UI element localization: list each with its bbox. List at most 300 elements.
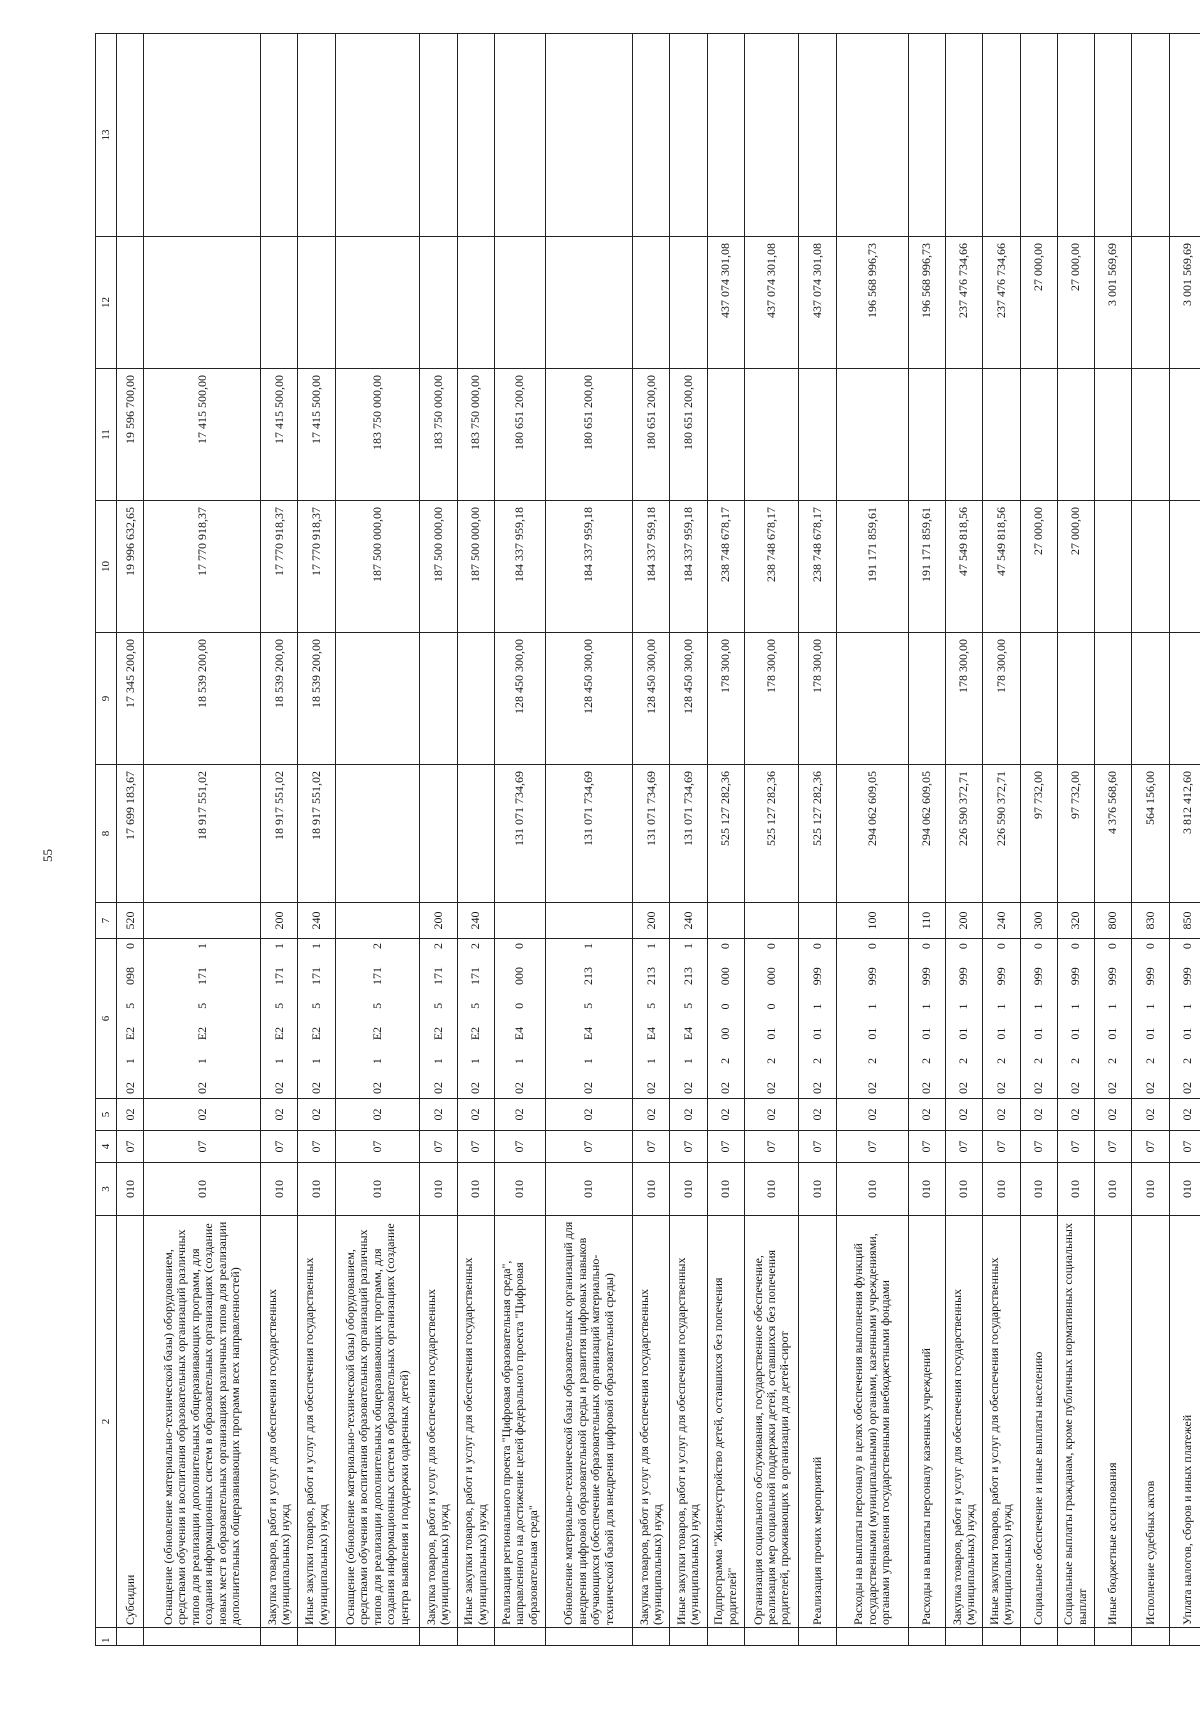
code-section: 07 (1169, 1131, 1200, 1163)
row-name: Иные бюджетные ассигнования (1095, 1216, 1132, 1628)
empty-cell (335, 1628, 420, 1646)
code-part: 1 (1068, 1003, 1083, 1010)
amount-c10: 184 337 959,18 (494, 501, 545, 633)
code-subsection: 02 (117, 1099, 144, 1131)
target-article-parts (1181, 941, 1194, 1096)
code-part: 02 (430, 1082, 445, 1094)
empty-cell (420, 1628, 457, 1646)
code-part: 2 (430, 943, 445, 950)
code-section: 07 (983, 1131, 1020, 1163)
amount-c9: 178 300,00 (707, 633, 744, 765)
code-admin: 010 (836, 1163, 908, 1216)
table-row (799, 34, 836, 1646)
amount-c13 (335, 34, 420, 237)
target-article-code (457, 939, 494, 1099)
amount-c8: 525 127 282,36 (744, 765, 799, 903)
amount-c8: 525 127 282,36 (799, 765, 836, 903)
amount-c12: 27 000,00 (1057, 237, 1094, 369)
code-subsection: 02 (457, 1099, 494, 1131)
code-part: 1 (643, 943, 658, 950)
table-row (908, 34, 945, 1646)
target-article-code (335, 939, 420, 1099)
code-part: 1 (1105, 1003, 1120, 1010)
code-subsection: 02 (1057, 1099, 1094, 1131)
amount-c11: 17 415 500,00 (298, 369, 335, 501)
code-section: 07 (457, 1131, 494, 1163)
code-part: 1 (581, 1058, 596, 1065)
amount-c10: 238 748 678,17 (707, 501, 744, 633)
amount-c13 (261, 34, 298, 237)
amount-c11 (836, 369, 908, 501)
expense-type (144, 903, 261, 939)
code-part: 171 (430, 966, 445, 985)
amount-c11 (1095, 369, 1132, 501)
table-row (261, 34, 298, 1646)
code-part: 02 (1030, 1082, 1045, 1094)
header-cell: 12 (96, 237, 117, 369)
target-article-code (298, 939, 335, 1099)
code-section: 07 (1020, 1131, 1057, 1163)
code-part: 0 (1105, 943, 1120, 950)
code-subsection: 02 (836, 1099, 908, 1131)
amount-c9: 17 345 200,00 (117, 633, 144, 765)
code-part: 000 (718, 967, 732, 986)
amount-c10: 184 337 959,18 (546, 501, 633, 633)
code-subsection: 02 (744, 1099, 799, 1131)
amount-c10: 27 000,00 (1057, 501, 1094, 633)
row-name: Реализация прочих мероприятий (799, 1216, 836, 1628)
code-part: 02 (1068, 1082, 1083, 1094)
target-article-code (836, 939, 908, 1099)
amount-c10 (1095, 501, 1132, 633)
amount-c13 (799, 34, 836, 237)
code-part: 999 (1105, 967, 1120, 986)
target-article-parts (719, 941, 732, 1096)
amount-c9 (908, 633, 945, 765)
code-part: 02 (271, 1082, 286, 1094)
code-part: 1 (809, 1003, 824, 1010)
code-part: 02 (1142, 1082, 1157, 1094)
code-part: 01 (1030, 1027, 1045, 1040)
amount-c11: 17 415 500,00 (144, 369, 261, 501)
code-admin: 010 (633, 1163, 670, 1216)
amount-c13 (946, 34, 983, 237)
target-article-parts (196, 941, 209, 1096)
code-part: 2 (809, 1057, 824, 1064)
amount-c9: 128 450 300,00 (670, 633, 707, 765)
code-part: 5 (643, 1002, 658, 1009)
amount-c12: 437 074 301,08 (707, 237, 744, 369)
table-row (983, 34, 1020, 1646)
amount-c8: 294 062 609,05 (908, 765, 945, 903)
row-name: Подпрограмма "Жизнеустройство детей, оставшихся без попечения родителей" (707, 1216, 744, 1628)
code-section: 07 (144, 1131, 261, 1163)
row-name: Закупка товаров, работ и услуг для обеспечения государственных (муниципальных) нужд (261, 1216, 298, 1628)
amount-c13 (298, 34, 335, 237)
code-subsection: 02 (335, 1099, 420, 1131)
target-article-parts (513, 941, 526, 1096)
empty-cell (298, 1628, 335, 1646)
empty-cell (744, 1628, 799, 1646)
code-part: E2 (430, 1026, 445, 1041)
amount-c8: 131 071 734,69 (670, 765, 707, 903)
code-part: 00 (718, 1027, 732, 1040)
code-part: 01 (1142, 1027, 1157, 1040)
amount-c10: 27 000,00 (1020, 501, 1057, 633)
code-part: 2 (1068, 1057, 1083, 1064)
code-part: 02 (581, 1082, 596, 1094)
row-name: Социальное обеспечение и иные выплаты населению (1020, 1216, 1057, 1628)
code-admin: 010 (707, 1163, 744, 1216)
amount-c13 (633, 34, 670, 237)
amount-c12 (670, 237, 707, 369)
code-part: 0 (763, 1003, 778, 1010)
code-part: 5 (680, 1002, 695, 1009)
amount-c8 (420, 765, 457, 903)
amount-c11 (983, 369, 1020, 501)
row-name: Уплата налогов, сборов и иных платежей (1169, 1216, 1200, 1628)
code-section: 07 (1132, 1131, 1169, 1163)
empty-cell (799, 1628, 836, 1646)
amount-c9: 178 300,00 (799, 633, 836, 765)
code-part: 000 (763, 967, 778, 986)
code-section: 07 (946, 1131, 983, 1163)
code-admin: 010 (420, 1163, 457, 1216)
amount-c11 (946, 369, 983, 501)
empty-cell (946, 1628, 983, 1646)
code-section: 07 (420, 1131, 457, 1163)
row-name: Обновление материально-технической базы образовательных организаций для внедрения цифровой образовательной среды и развития цифровых навыков обучающихся (обеспечение образовательных организаций материально-технической базой для внедрения цифровой образовательной среды) (546, 1216, 633, 1628)
code-part: E4 (581, 1026, 596, 1041)
target-article-parts (1144, 941, 1157, 1096)
expense-type: 200 (946, 903, 983, 939)
code-part: 0 (1068, 943, 1083, 950)
expense-type: 850 (1169, 903, 1200, 939)
code-part: 02 (369, 1082, 384, 1094)
amount-c10: 17 770 918,37 (298, 501, 335, 633)
code-part: 1 (956, 1003, 971, 1010)
target-article-code (946, 939, 983, 1099)
target-article-code (144, 939, 261, 1099)
amount-c13 (546, 34, 633, 237)
code-part: 5 (468, 1002, 483, 1009)
amount-c12 (117, 237, 144, 369)
amount-c9: 18 539 200,00 (298, 633, 335, 765)
code-part: 02 (468, 1082, 483, 1094)
header-cell: 11 (96, 369, 117, 501)
code-part: 999 (1030, 967, 1045, 986)
code-part: 999 (1142, 967, 1157, 986)
target-article-code (799, 939, 836, 1099)
code-admin: 010 (1169, 1163, 1200, 1216)
empty-cell (1095, 1628, 1132, 1646)
empty-cell (707, 1628, 744, 1646)
code-part: 01 (1180, 1027, 1195, 1040)
empty-cell (117, 1628, 144, 1646)
header-cell: 6 (96, 939, 117, 1099)
amount-c9 (335, 633, 420, 765)
code-admin: 010 (494, 1163, 545, 1216)
amount-c9 (1095, 633, 1132, 765)
code-part: 2 (718, 1057, 732, 1064)
amount-c11: 17 415 500,00 (261, 369, 298, 501)
amount-c8: 17 699 183,67 (117, 765, 144, 903)
code-section: 07 (117, 1131, 144, 1163)
target-article-parts (469, 941, 482, 1096)
empty-cell (1020, 1628, 1057, 1646)
code-part: 02 (956, 1082, 971, 1094)
code-part: 1 (680, 943, 695, 950)
expense-type (494, 903, 545, 939)
row-name: Субсидии (117, 1216, 144, 1628)
code-subsection: 02 (494, 1099, 545, 1131)
amount-c11 (744, 369, 799, 501)
code-subsection: 02 (420, 1099, 457, 1131)
amount-c10: 187 500 000,00 (335, 501, 420, 633)
code-admin: 010 (799, 1163, 836, 1216)
empty-cell (908, 1628, 945, 1646)
code-part: 213 (581, 966, 596, 985)
code-part: 0 (1142, 943, 1157, 950)
code-subsection: 02 (707, 1099, 744, 1131)
empty-cell (144, 1628, 261, 1646)
amount-c13 (1057, 34, 1094, 237)
code-part: 01 (993, 1027, 1008, 1040)
code-part: 02 (122, 1082, 137, 1094)
amount-c11 (799, 369, 836, 501)
table-row (707, 34, 744, 1646)
code-part: 5 (122, 1002, 137, 1009)
code-part: 02 (680, 1082, 695, 1094)
target-article-code (908, 939, 945, 1099)
code-part: 1 (271, 943, 286, 950)
code-part: 1 (308, 1058, 323, 1065)
target-article-code (1057, 939, 1094, 1099)
amount-c8: 3 812 412,60 (1169, 765, 1200, 903)
amount-c13 (420, 34, 457, 237)
expense-type: 320 (1057, 903, 1094, 939)
header-cell: 8 (96, 765, 117, 903)
code-part: 01 (919, 1027, 934, 1040)
amount-c8: 18 917 551,02 (144, 765, 261, 903)
table-row (1169, 34, 1200, 1646)
code-part: 999 (809, 967, 824, 986)
amount-c9: 18 539 200,00 (144, 633, 261, 765)
expense-type: 200 (633, 903, 670, 939)
page-number: 55 (40, 849, 55, 862)
expense-type: 240 (457, 903, 494, 939)
code-section: 07 (1057, 1131, 1094, 1163)
code-part: E2 (122, 1026, 137, 1041)
amount-c13 (1169, 34, 1200, 237)
target-article-code (1020, 939, 1057, 1099)
code-part: 01 (1068, 1027, 1083, 1040)
code-part: E2 (271, 1026, 286, 1041)
header-cell: 2 (96, 1216, 117, 1628)
code-part: E2 (194, 1026, 209, 1041)
code-part: E2 (468, 1026, 483, 1041)
expense-type: 200 (420, 903, 457, 939)
code-part: 1 (864, 1003, 879, 1010)
code-part: 0 (718, 1003, 732, 1010)
amount-c12 (494, 237, 545, 369)
code-part: 5 (194, 1002, 209, 1009)
amount-c12: 3 001 569,69 (1169, 237, 1200, 369)
target-article-code (494, 939, 545, 1099)
empty-cell (1132, 1628, 1169, 1646)
amount-c11: 180 651 200,00 (494, 369, 545, 501)
target-article-parts (957, 941, 970, 1096)
amount-c12 (457, 237, 494, 369)
amount-c9: 18 539 200,00 (261, 633, 298, 765)
code-subsection: 02 (633, 1099, 670, 1131)
code-part: E4 (512, 1026, 527, 1041)
code-admin: 010 (1057, 1163, 1094, 1216)
amount-c13 (670, 34, 707, 237)
amount-c8: 18 917 551,02 (298, 765, 335, 903)
amount-c11: 183 750 000,00 (420, 369, 457, 501)
amount-c12: 437 074 301,08 (799, 237, 836, 369)
amount-c8: 97 732,00 (1020, 765, 1057, 903)
table-row (633, 34, 670, 1646)
target-article-code (744, 939, 799, 1099)
table-row (494, 34, 545, 1646)
table-row (457, 34, 494, 1646)
amount-c10: 47 549 818,56 (946, 501, 983, 633)
code-subsection: 02 (144, 1099, 261, 1131)
code-part: 5 (430, 1002, 445, 1009)
code-part: 999 (919, 967, 934, 986)
code-part: 2 (468, 943, 483, 950)
empty-cell (670, 1628, 707, 1646)
expense-type: 800 (1095, 903, 1132, 939)
row-name: Расходы на выплаты персоналу в целях обеспечения выполнения функций государственными (муниципальными) органами, казенными учреждениями, органами управления государственными внебюджетными фондами (836, 1216, 908, 1628)
header-cell: 1 (96, 1628, 117, 1646)
amount-c8: 525 127 282,36 (707, 765, 744, 903)
code-part: 02 (643, 1082, 658, 1094)
amount-c9 (1132, 633, 1169, 765)
amount-c11 (1169, 369, 1200, 501)
amount-c10: 184 337 959,18 (670, 501, 707, 633)
code-admin: 010 (546, 1163, 633, 1216)
target-article-parts (765, 941, 778, 1096)
code-part: 02 (919, 1082, 934, 1094)
code-admin: 010 (946, 1163, 983, 1216)
amount-c12 (335, 237, 420, 369)
code-part: 171 (308, 966, 323, 985)
code-admin: 010 (335, 1163, 420, 1216)
target-article-code (546, 939, 633, 1099)
code-section: 07 (707, 1131, 744, 1163)
target-article-parts (811, 941, 824, 1096)
amount-c11: 19 596 700,00 (117, 369, 144, 501)
code-admin: 010 (457, 1163, 494, 1216)
amount-c10: 191 171 859,61 (836, 501, 908, 633)
code-subsection: 02 (670, 1099, 707, 1131)
target-article-code (1169, 939, 1200, 1099)
code-part: 01 (1105, 1027, 1120, 1040)
code-part: 01 (809, 1027, 824, 1040)
code-part: 1 (308, 943, 323, 950)
code-part: 2 (919, 1057, 934, 1064)
code-section: 07 (633, 1131, 670, 1163)
budget-table (95, 33, 1200, 1646)
code-part: 1 (1180, 1003, 1195, 1010)
target-article-code (117, 939, 144, 1099)
amount-c11 (1020, 369, 1057, 501)
amount-c8: 18 917 551,02 (261, 765, 298, 903)
code-subsection: 02 (298, 1099, 335, 1131)
amount-c13 (707, 34, 744, 237)
amount-c13 (744, 34, 799, 237)
header-cell: 5 (96, 1099, 117, 1131)
code-part: 0 (993, 943, 1008, 950)
target-article-parts (124, 941, 137, 1096)
amount-c13 (836, 34, 908, 237)
code-part: 0 (919, 943, 934, 950)
target-article-parts (682, 941, 695, 1096)
code-part: 2 (369, 943, 384, 950)
amount-c10: 238 748 678,17 (799, 501, 836, 633)
code-part: 2 (956, 1057, 971, 1064)
code-part: 01 (864, 1027, 879, 1040)
expense-type: 110 (908, 903, 945, 939)
target-article-code (670, 939, 707, 1099)
header-cell: 4 (96, 1131, 117, 1163)
code-section: 07 (836, 1131, 908, 1163)
amount-c8: 131 071 734,69 (494, 765, 545, 903)
amount-c9: 178 300,00 (744, 633, 799, 765)
code-section: 07 (1095, 1131, 1132, 1163)
table-row (946, 34, 983, 1646)
target-article-parts (645, 941, 658, 1096)
code-part: 171 (468, 966, 483, 985)
code-part: 2 (763, 1057, 778, 1064)
expense-type (744, 903, 799, 939)
code-part: 0 (809, 943, 824, 950)
empty-cell (546, 1628, 633, 1646)
amount-c9 (420, 633, 457, 765)
target-article-parts (866, 941, 879, 1096)
table-row (335, 34, 420, 1646)
code-part: 1 (1142, 1003, 1157, 1010)
amount-c11 (1132, 369, 1169, 501)
target-article-code (983, 939, 1020, 1099)
amount-c13 (144, 34, 261, 237)
code-subsection: 02 (546, 1099, 633, 1131)
header-cell: 9 (96, 633, 117, 765)
code-admin: 010 (983, 1163, 1020, 1216)
code-part: 2 (993, 1057, 1008, 1064)
code-part: 02 (763, 1082, 778, 1094)
target-article-parts (1069, 941, 1082, 1096)
empty-cell (1057, 1628, 1094, 1646)
amount-c9: 128 450 300,00 (546, 633, 633, 765)
code-section: 07 (908, 1131, 945, 1163)
code-part: 098 (122, 966, 137, 985)
target-article-parts (582, 941, 595, 1096)
code-section: 07 (261, 1131, 298, 1163)
amount-c12: 237 476 734,66 (983, 237, 1020, 369)
amount-c8: 226 590 372,71 (983, 765, 1020, 903)
code-subsection: 02 (261, 1099, 298, 1131)
code-part: 1 (468, 1058, 483, 1065)
code-admin: 010 (908, 1163, 945, 1216)
header-cell: 7 (96, 903, 117, 939)
code-part: 1 (271, 1058, 286, 1065)
amount-c13 (983, 34, 1020, 237)
header-cell: 10 (96, 501, 117, 633)
